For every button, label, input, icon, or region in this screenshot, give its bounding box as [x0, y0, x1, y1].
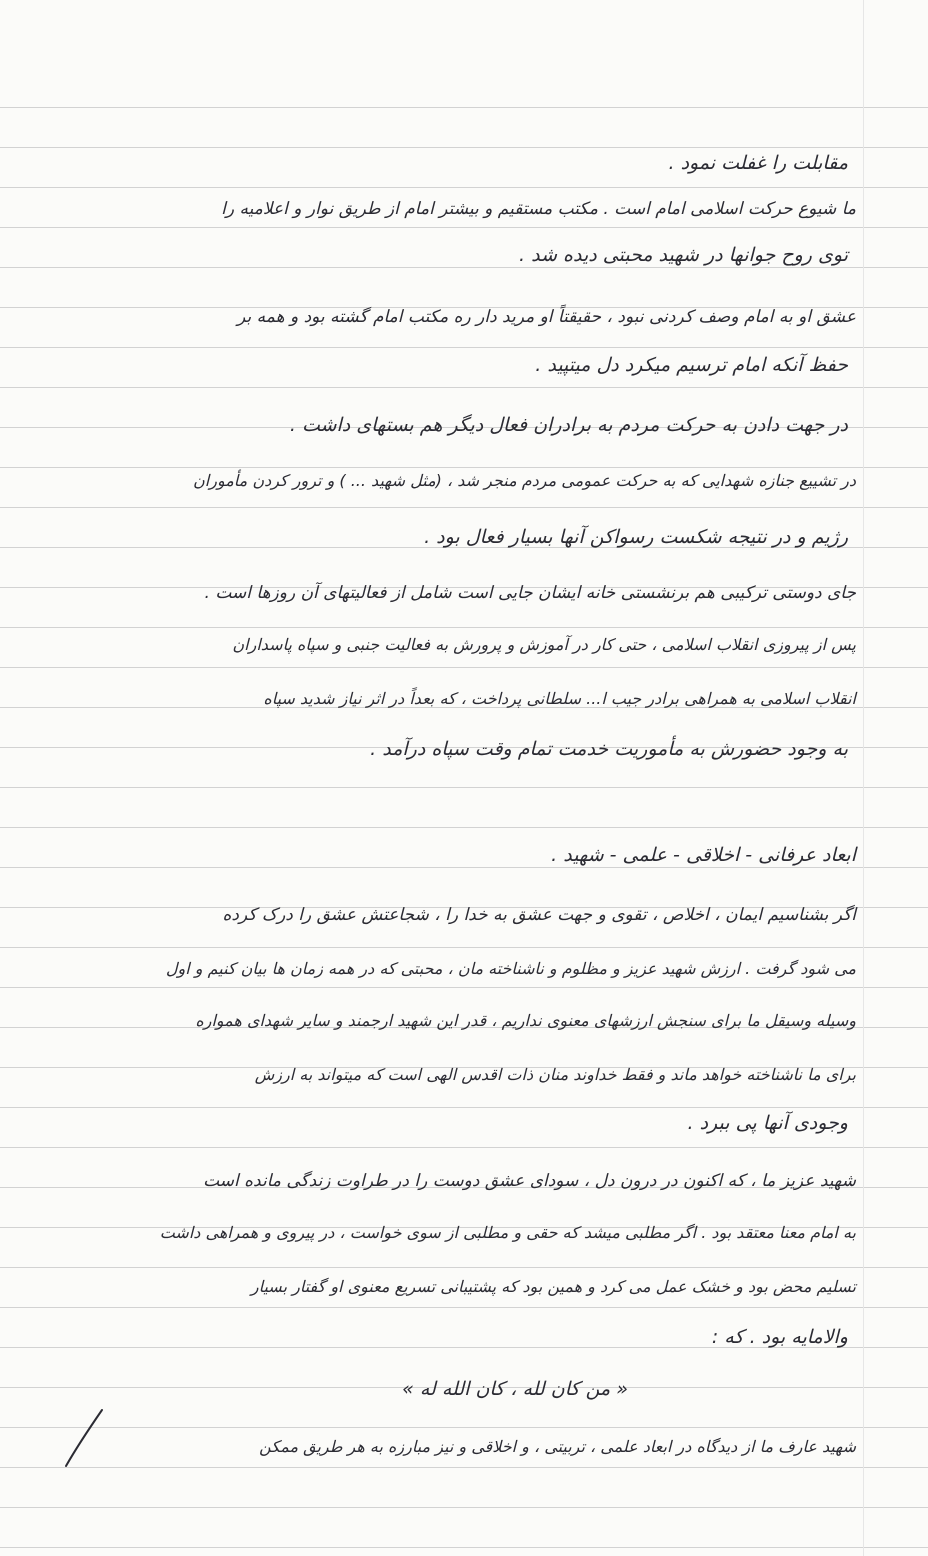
ruled-line	[0, 387, 928, 388]
ruled-line	[0, 787, 928, 788]
ruled-line	[0, 827, 928, 828]
ruled-line	[0, 1547, 928, 1548]
handwritten-line: توی روح جوانها در شهید محبتی دیده شد .	[519, 244, 848, 266]
handwritten-line: به امام معنا معتقد بود . اگر مطلبی میشد که حقی و مطلبی از سوی خواست ، در پیروی و همراهی داشت	[159, 1223, 856, 1242]
handwritten-line: ما شیوع حرکت اسلامی امام است . مکتب مستقیم و بیشتر امام از طریق نوار و اعلامیه را	[221, 199, 856, 219]
ruled-line	[0, 987, 928, 988]
ruled-line	[0, 507, 928, 508]
ruled-line	[0, 1307, 928, 1308]
ruled-line	[0, 947, 928, 948]
handwritten-line: در جهت دادن به حرکت مردم به برادران فعال دیگر هم بستهای داشت .	[289, 414, 848, 436]
ruled-line	[0, 107, 928, 108]
ruled-line	[0, 1267, 928, 1268]
ruled-line	[0, 1427, 928, 1428]
handwritten-line: پس از پیروزی انقلاب اسلامی ، حتی کار در آموزش و پرورش به فعالیت جنبی و سپاه پاسداران	[232, 635, 856, 654]
ruled-line	[0, 227, 928, 228]
ruled-line	[0, 1507, 928, 1508]
margin-line	[863, 0, 864, 1556]
handwritten-line: شهید عزیز ما ، که اکنون در درون دل ، سودای عشق دوست را در طراوت زندگی مانده است	[203, 1171, 856, 1191]
handwritten-line: والامایه بود . که :	[711, 1326, 848, 1348]
handwritten-line: انقلاب اسلامی به همراهی برادر جیب ا... سلطانی پرداخت ، که بعداً در اثر نیاز شدید سپاه	[263, 689, 856, 708]
handwritten-line: رژیم و در نتیجه شکست رسواکن آنها بسیار فعال بود .	[424, 526, 848, 548]
handwritten-line: شهید عارف ما از دیدگاه در ابعاد علمی ، تربیتی ، و اخلاقی و نیز مبارزه به هر طریق ممکن	[259, 1437, 856, 1456]
handwritten-line: حفظ آنکه امام ترسیم میکرد دل میتپید .	[535, 354, 848, 376]
ruled-line	[0, 347, 928, 348]
handwritten-line: تسلیم محض بود و خشک عمل می کرد و همین بود که پشتیبانی تسریع معنوی او گفتار بسیار	[250, 1277, 856, 1296]
handwritten-line: اگر بشناسیم ایمان ، اخلاص ، تقوی و جهت عشق به خدا را ، شجاعتش عشق را درک کرده	[222, 905, 856, 925]
handwritten-line: به وجود حضورش به مأموریت خدمت تمام وقت سپاه درآمد .	[370, 738, 848, 760]
pen-stroke-mark	[58, 1404, 118, 1474]
ruled-line	[0, 187, 928, 188]
handwritten-line: می شود گرفت . ارزش شهید عزیز و مظلوم و ناشناخته مان ، محبتی که در همه زمان ها بیان کنیم و اول	[165, 959, 856, 978]
handwritten-line: جای دوستی ترکیبی هم برنشستی خانه ایشان جایی است شامل از فعالیتهای آن روزها است .	[204, 583, 856, 603]
handwritten-line: عشق او به امام وصف کردنی نبود ، حقیقتاً او مرید دار ره مکتب امام گشته بود و همه بر	[237, 307, 856, 327]
ruled-line	[0, 1147, 928, 1148]
handwritten-line: وسیله وسیقل ما برای سنجش ارزشهای معنوی نداریم ، قدر این شهید ارجمند و سایر شهدای همواره	[195, 1011, 856, 1030]
ruled-line	[0, 667, 928, 668]
handwritten-line: مقابلت را غفلت نمود .	[668, 152, 848, 174]
handwritten-line: در تشییع جنازه شهدایی که به حرکت عمومی مردم منجر شد ، (مثل شهید ... ) و ترور کردن مأموران	[193, 471, 856, 490]
ruled-line	[0, 1467, 928, 1468]
section-heading: ابعاد عرفانی - اخلاقی - علمی - شهید .	[551, 844, 856, 866]
quotation-line: « من کان لله ، کان الله له »	[402, 1378, 628, 1400]
handwritten-line: وجودی آنها پی ببرد .	[687, 1112, 848, 1134]
handwritten-line: برای ما ناشناخته خواهد ماند و فقط خداوند منان ذات اقدس الهی است که میتواند به ارزش	[254, 1065, 856, 1084]
ruled-line	[0, 627, 928, 628]
